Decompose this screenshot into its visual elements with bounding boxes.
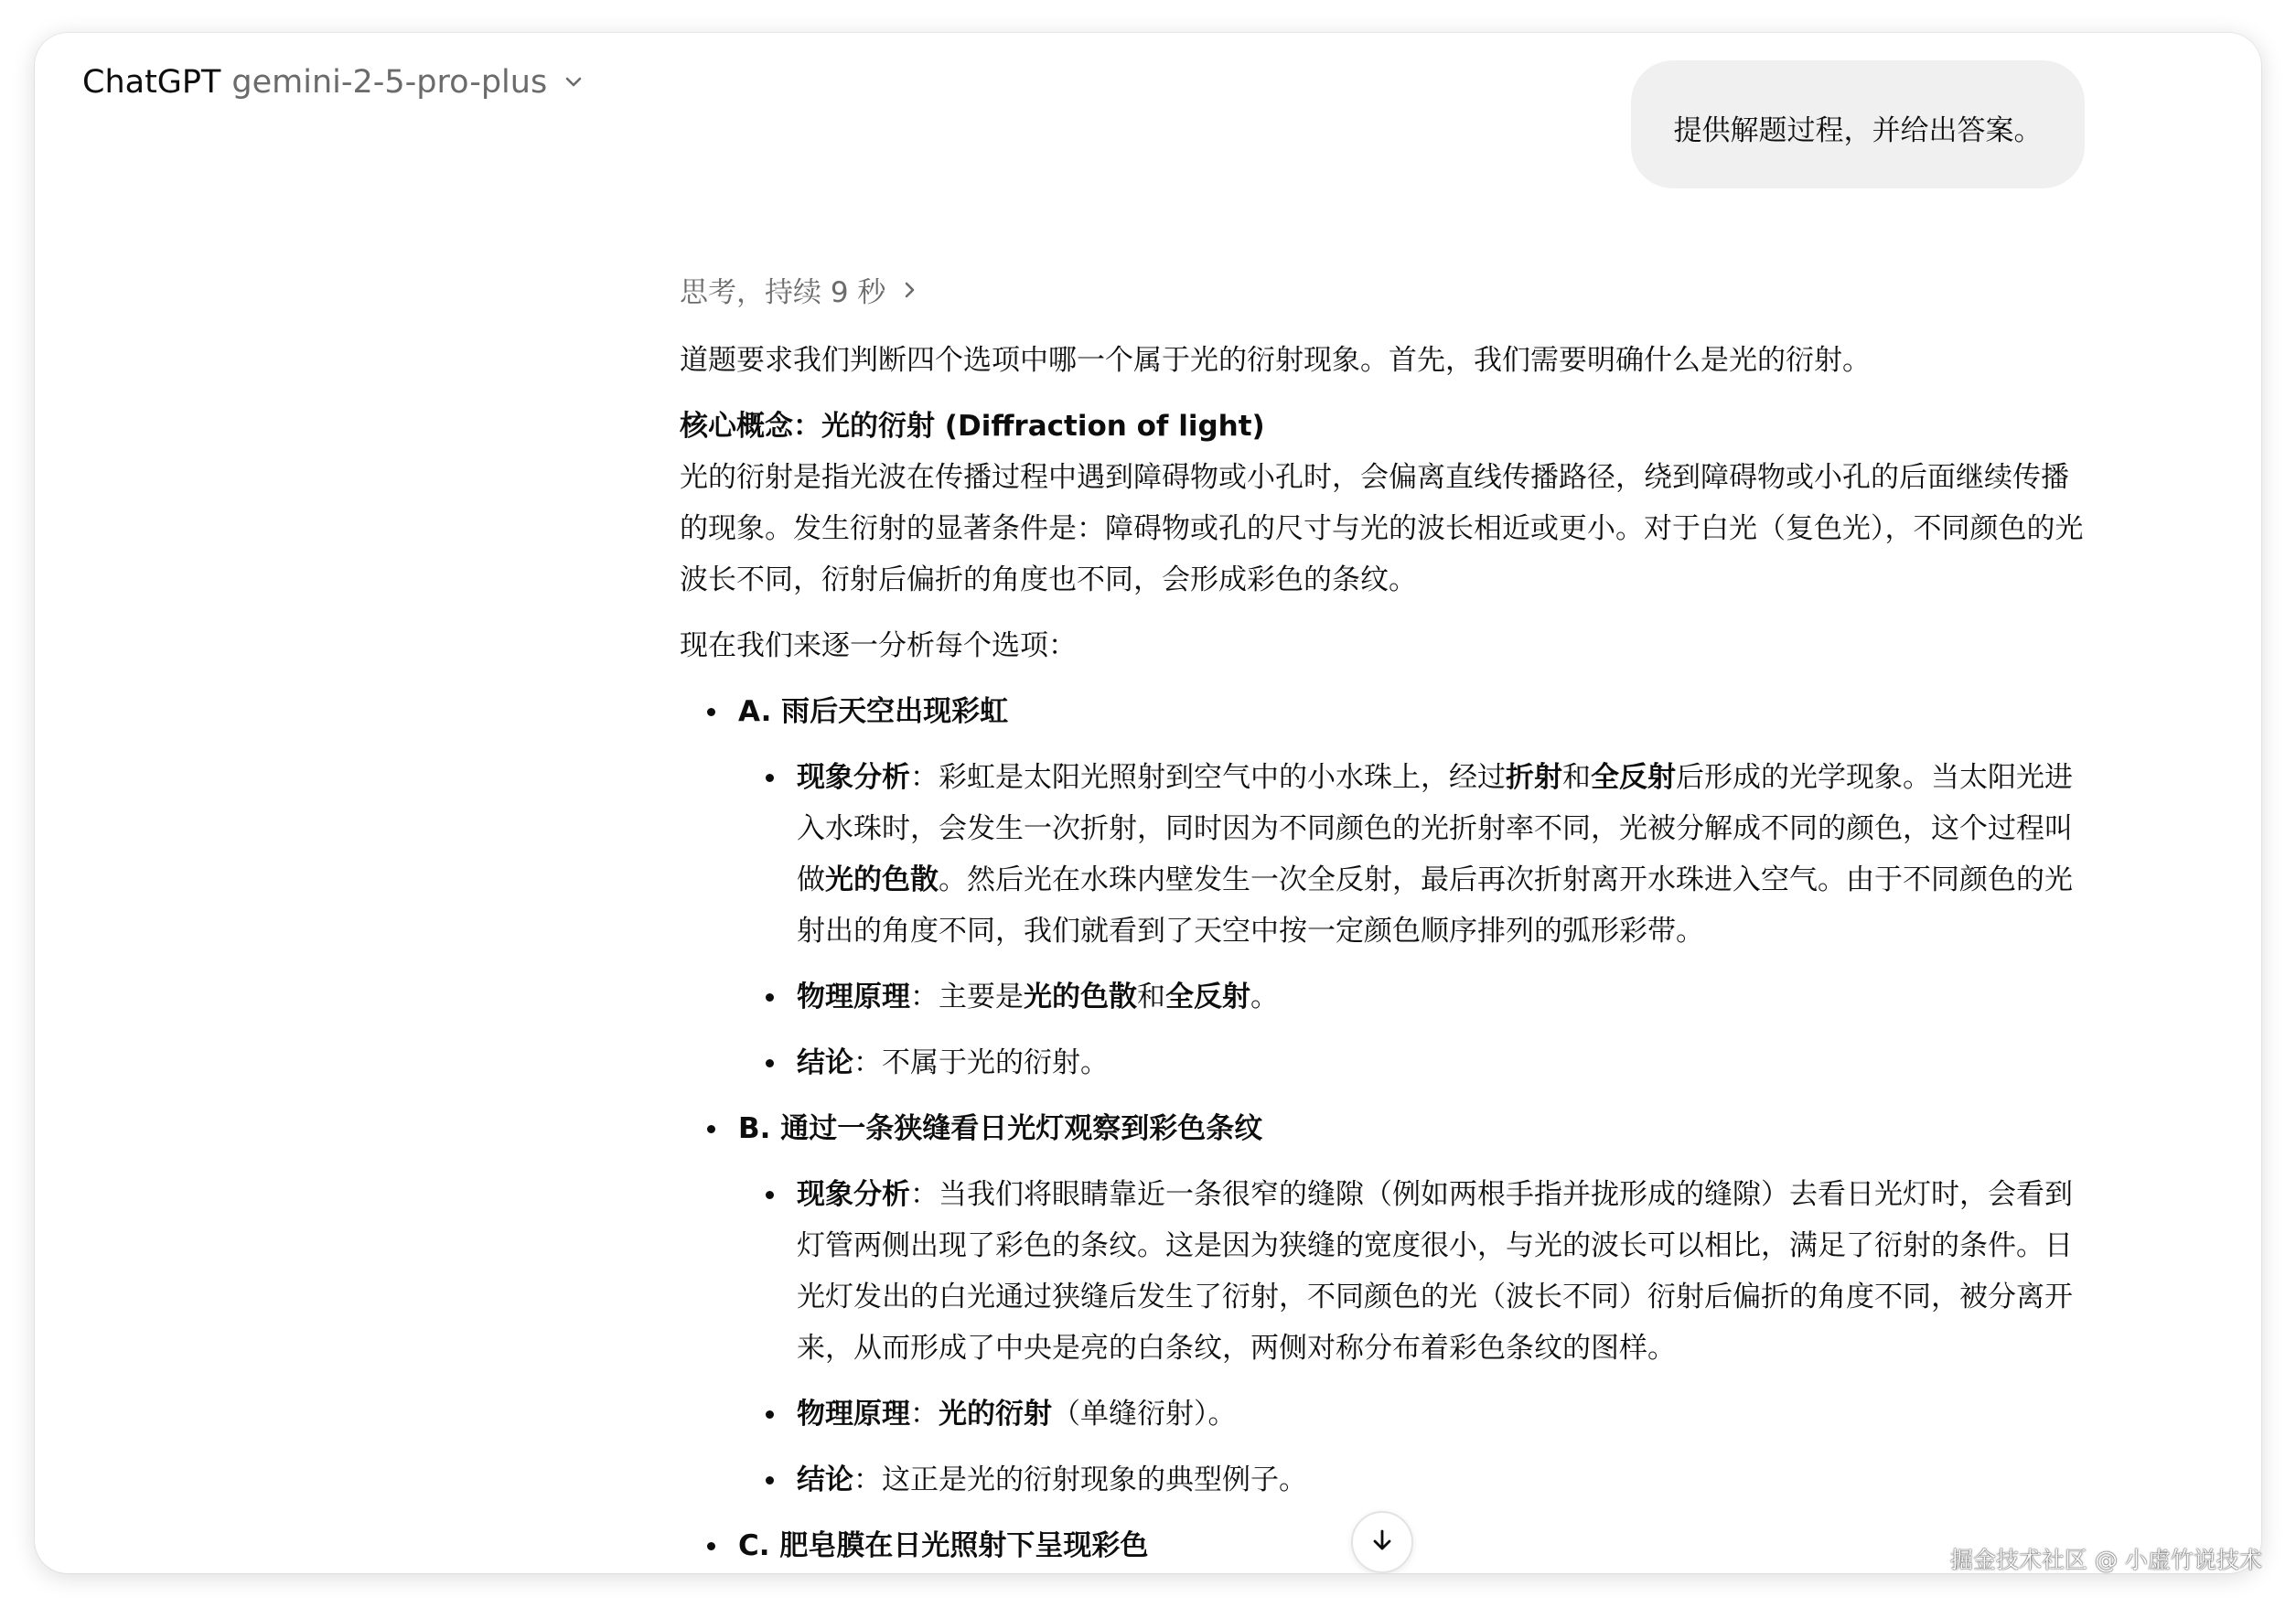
concept-body: 光的衍射是指光波在传播过程中遇到障碍物或小孔时，会偏离直线传播路径，绕到障碍物或小孔的后面继续传播的现象。发生衍射的显著条件是：障碍物或孔的尺寸与光的波长相近或更小。对于白光（复色光），不同颜色的光波长不同，衍射后偏折的角度也不同，会形成彩色的条纹。: [680, 461, 2084, 596]
option-c-title: C. 肥皂膜在日光照射下呈现彩色: [738, 1529, 1149, 1562]
option-a: [680, 686, 2088, 1088]
thinking-toggle[interactable]: [680, 269, 918, 310]
principle-text: ：主要是: [910, 981, 1024, 1013]
model-name: gemini-2-5-pro-plus: [231, 64, 548, 101]
user-message-bubble: [1631, 60, 2085, 188]
list-intro: 现在我们来逐一分析每个选项：: [680, 629, 1077, 662]
option-a-principle: [738, 971, 2088, 1023]
analysis-text: 。然后光在水珠内壁发生一次全反射，最后再次折射离开水珠进入空气。由于不同颜色的光射出的角度不同，我们就看到了天空中按一定颜色顺序排列的弧形彩带。: [797, 863, 2073, 948]
conclusion-label: 结论: [797, 1046, 853, 1079]
principle-bold: 光的衍射: [939, 1398, 1052, 1431]
principle-text: ：: [910, 1398, 939, 1431]
answer-intro: 道题要求我们判断四个选项中哪一个属于光的衍射现象。首先，我们需要明确什么是光的衍射。: [680, 344, 1871, 377]
option-a-details: [738, 752, 2088, 1088]
conclusion-label: 结论: [797, 1463, 853, 1496]
analysis-text: 和: [1562, 761, 1591, 794]
principle-text: 。: [1250, 981, 1279, 1013]
option-b: [680, 1103, 2088, 1506]
chevron-down-icon: [563, 72, 584, 92]
option-b-principle: [738, 1388, 2088, 1440]
analysis-text: 后形成的光学现象。当太阳光进入水珠时，会发生一次折射，同时因为不同颜色的光折射率不同，光被分解成不同的颜色，这个过程叫做: [797, 761, 2073, 896]
option-a-analysis: [738, 752, 2088, 957]
option-a-title: A. 雨后天空出现彩虹: [738, 695, 1009, 728]
analysis-text: ：彩虹是太阳光照射到空气中的小水珠上，经过: [910, 761, 1506, 794]
option-b-title: B. 通过一条狭缝看日光灯观察到彩色条纹: [738, 1112, 1263, 1145]
assistant-answer: [680, 335, 2088, 1573]
options-list: [680, 686, 2088, 1571]
option-b-analysis: [738, 1169, 2088, 1374]
analysis-bold: 光的色散: [825, 863, 939, 896]
principle-text: （单缝衍射）。: [1052, 1398, 1237, 1431]
conclusion-text: ：这正是光的衍射现象的典型例子。: [853, 1463, 1307, 1496]
principle-label: 物理原理: [797, 981, 910, 1013]
conclusion-text: ：不属于光的衍射。: [853, 1046, 1109, 1079]
principle-bold: 光的色散: [1024, 981, 1137, 1013]
scroll-to-bottom-button[interactable]: [1351, 1511, 1413, 1573]
analysis-text: ：当我们将眼睛靠近一条很窄的缝隙（例如两根手指并拢形成的缝隙）去看日光灯时，会看到灯管两侧出现了彩色的条纹。这是因为狭缝的宽度很小，与光的波长可以相比，满足了衍射的条件。日光灯发出的白光通过狭缝后发生了衍射，不同颜色的光（波长不同）衍射后偏折的角度不同，被分离开来，从而形成了中央是亮的白条纹，两侧对称分布着彩色条纹的图样。: [797, 1178, 2073, 1365]
principle-label: 物理原理: [797, 1398, 910, 1431]
concept-heading: 核心概念：光的衍射 (Diffraction of light): [680, 410, 1265, 443]
watermark: 掘金技术社区 @ 小虚竹说技术: [1950, 1547, 2262, 1573]
analysis-bold: 全反射: [1591, 761, 1676, 794]
arrow-down-icon: [1368, 1527, 1396, 1558]
option-b-details: [738, 1169, 2088, 1506]
principle-text: 和: [1137, 981, 1165, 1013]
option-a-conclusion: [738, 1037, 2088, 1088]
principle-bold: 全反射: [1165, 981, 1250, 1013]
brand-label: ChatGPT: [82, 64, 221, 101]
user-message-text: 提供解题过程，并给出答案。: [1673, 114, 2043, 147]
thinking-label: 思考，持续 9 秒: [680, 276, 886, 309]
analysis-label: 现象分析: [797, 761, 910, 794]
model-selector[interactable]: [82, 53, 584, 112]
analysis-label: 现象分析: [797, 1178, 910, 1211]
chat-window: [35, 33, 2261, 1573]
option-b-conclusion: [738, 1454, 2088, 1506]
chevron-right-icon: [902, 273, 918, 306]
analysis-bold: 折射: [1506, 761, 1562, 794]
